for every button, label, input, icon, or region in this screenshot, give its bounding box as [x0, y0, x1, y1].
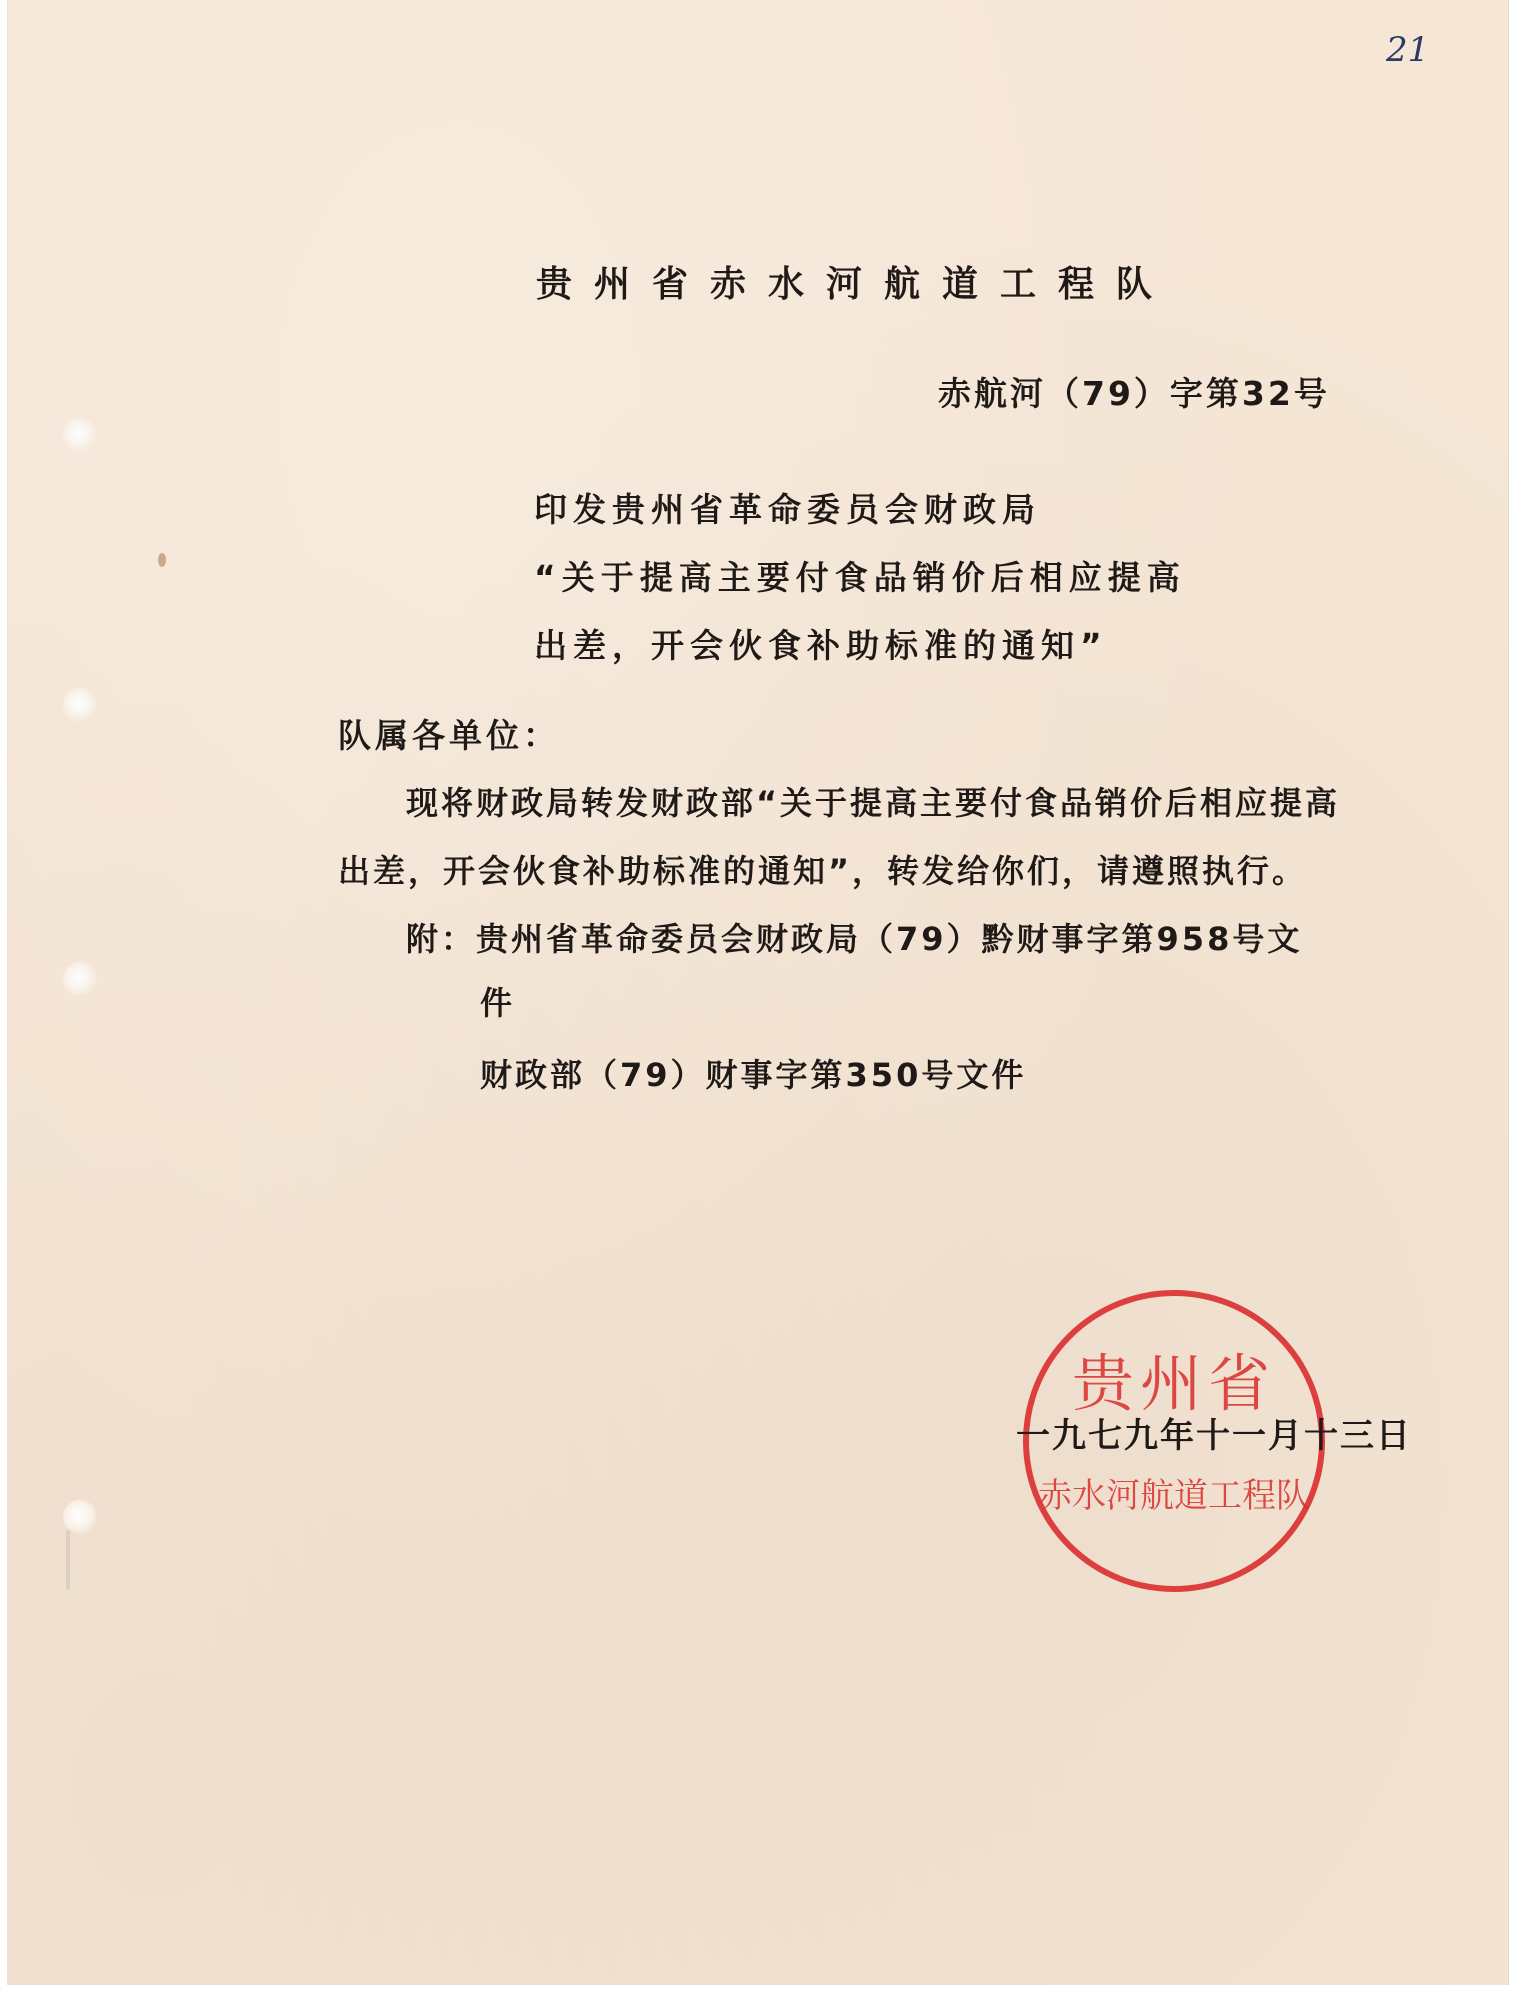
- body-paragraph-line: 现将财政局转发财政部“关于提高主要付食品销价后相应提高: [406, 784, 1341, 822]
- punch-hole: [63, 1500, 97, 1534]
- seal-bottom-text: 赤水河航道工程队: [1038, 1476, 1310, 1516]
- attachment-line: 财政部（79）财事字第350号文件: [480, 1056, 1027, 1094]
- organization-title: 贵州省赤水河航道工程队: [536, 264, 1175, 305]
- punch-hole: [63, 688, 97, 722]
- punch-hole: [63, 962, 97, 996]
- subject-line: 印发贵州省革命委员会财政局: [534, 490, 1041, 529]
- punch-hole: [63, 418, 97, 452]
- stain: [158, 553, 166, 567]
- crease-mark: [66, 1530, 70, 1590]
- document-date: 一九七九年十一月十三日: [1016, 1416, 1412, 1456]
- document-number: 赤航河（79）字第32号: [938, 374, 1330, 413]
- recipient-salutation: 队属各单位：: [338, 716, 560, 755]
- seal-top-text: 贵州省: [1071, 1347, 1277, 1420]
- subject-line: “关于提高主要付食品销价后相应提高: [534, 558, 1186, 597]
- page-number: 21: [1386, 30, 1430, 70]
- attachment-line: 附：贵州省革命委员会财政局（79）黔财事字第958号文: [406, 920, 1303, 958]
- attachment-line: 件: [480, 984, 516, 1022]
- subject-line: 出差，开会伙食补助标准的通知”: [534, 626, 1108, 665]
- document-page: [8, 0, 1508, 1985]
- body-paragraph-line: 出差，开会伙食补助标准的通知”，转发给你们，请遵照执行。: [338, 852, 1308, 890]
